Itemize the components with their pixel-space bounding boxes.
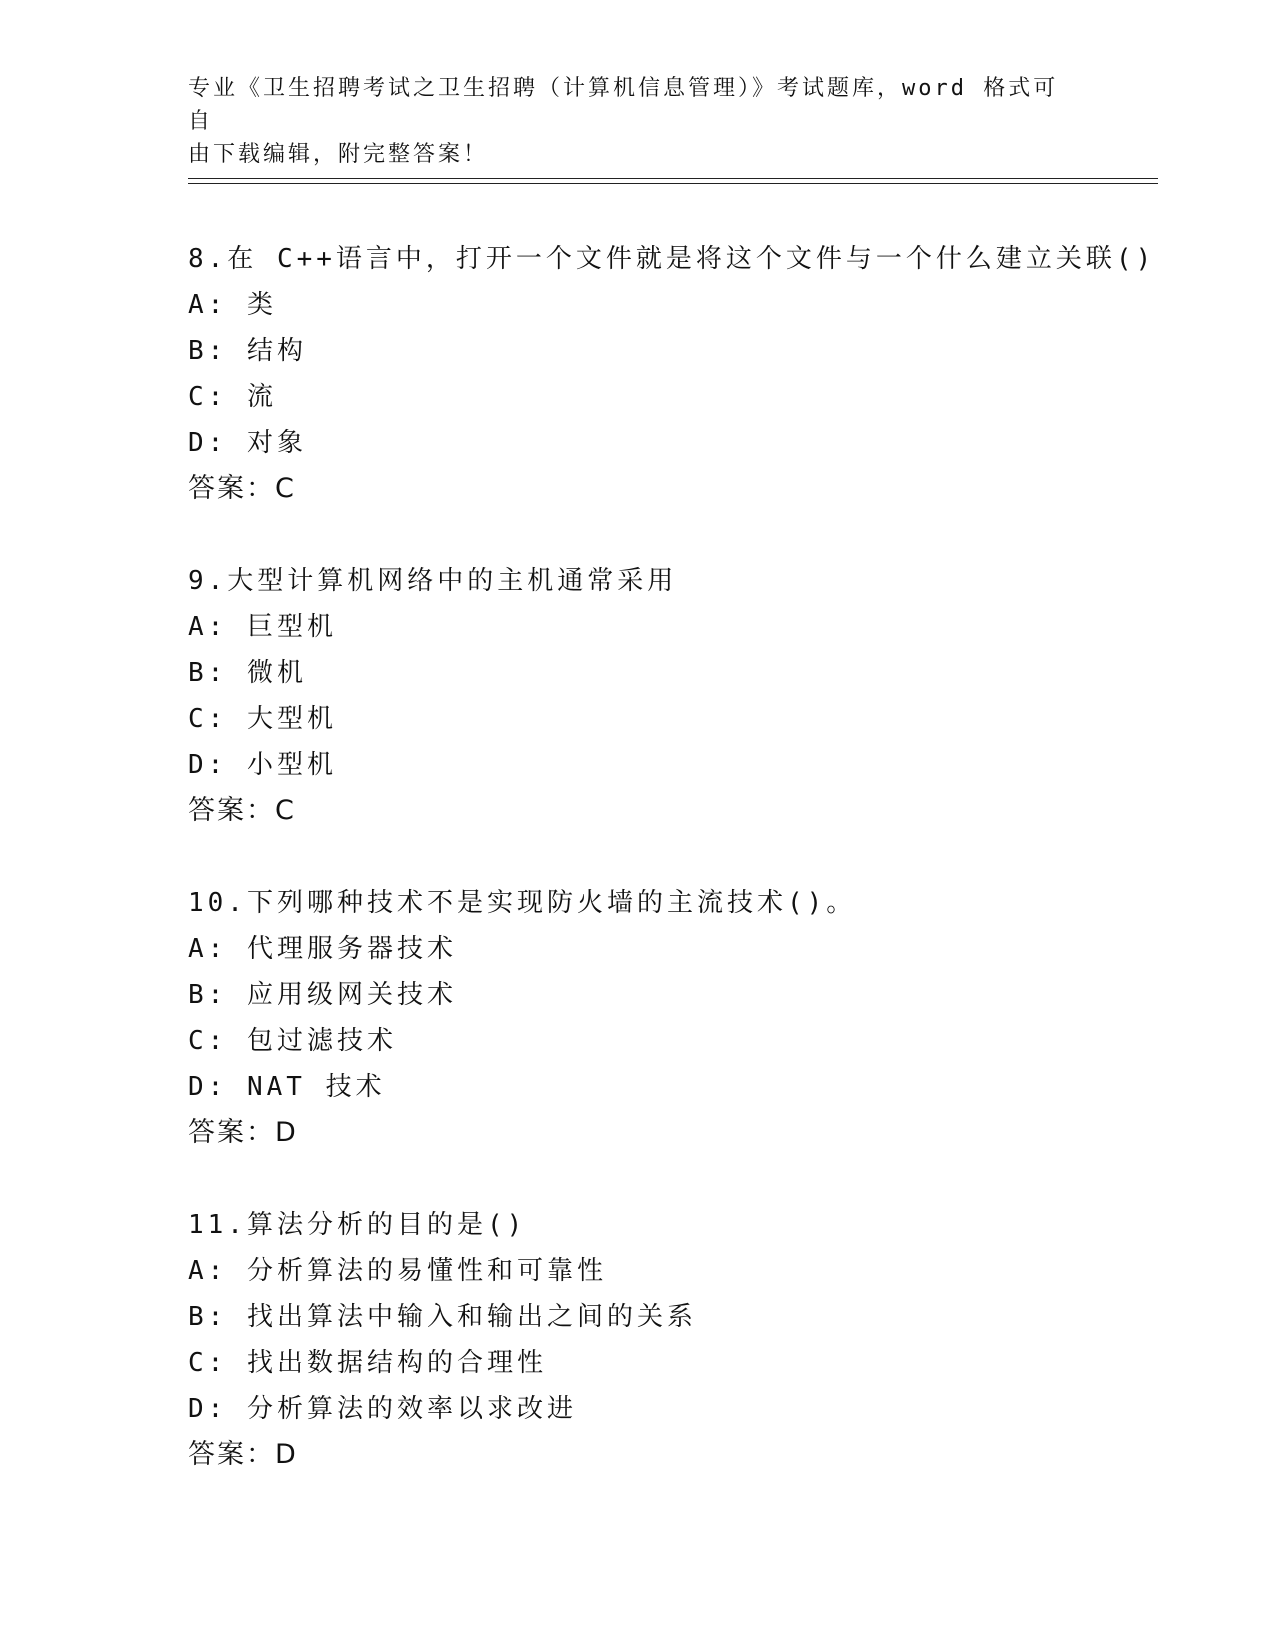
option-a: A: 分析算法的易懂性和可靠性 [188, 1256, 607, 1286]
question-list [188, 236, 1156, 1524]
option-a: A: 代理服务器技术 [188, 934, 457, 964]
option-d: D: NAT 技术 [188, 1072, 386, 1102]
question-stem: 10.下列哪种技术不是实现防火墙的主流技术()。 [188, 888, 857, 918]
question-8 [188, 236, 1156, 512]
answer: 答案：D [188, 1117, 298, 1148]
option-d: D: 小型机 [188, 750, 337, 780]
option-c: C: 包过滤技术 [188, 1026, 397, 1056]
option-d: D: 分析算法的效率以求改进 [188, 1394, 577, 1424]
header-divider-top [188, 178, 1158, 179]
answer: 答案：C [188, 795, 296, 826]
option-b: B: 应用级网关技术 [188, 980, 457, 1010]
question-stem: 8.在 C++语言中，打开一个文件就是将这个文件与一个什么建立关联() [188, 244, 1156, 274]
answer: 答案：D [188, 1439, 298, 1470]
header-divider-bottom [188, 183, 1158, 184]
header-line-1: 专业《卫生招聘考试之卫生招聘（计算机信息管理）》考试题库，word 格式可自 [188, 76, 1059, 134]
option-a: A: 巨型机 [188, 612, 337, 642]
question-stem: 9.大型计算机网络中的主机通常采用 [188, 566, 678, 596]
option-c: C: 大型机 [188, 704, 337, 734]
option-a: A: 类 [188, 290, 277, 320]
question-10 [188, 880, 1148, 1156]
header-line-2: 由下载编辑，附完整答案！ [188, 142, 489, 167]
option-b: B: 结构 [188, 336, 307, 366]
answer: 答案：C [188, 473, 296, 504]
option-b: B: 微机 [188, 658, 307, 688]
option-d: D: 对象 [188, 428, 307, 458]
option-c: C: 流 [188, 382, 277, 412]
question-9 [188, 558, 1148, 834]
option-c: C: 找出数据结构的合理性 [188, 1348, 547, 1378]
document-header [188, 72, 1068, 171]
question-stem: 11.算法分析的目的是() [188, 1210, 527, 1240]
option-b: B: 找出算法中输入和输出之间的关系 [188, 1302, 697, 1332]
question-11 [188, 1202, 1148, 1478]
